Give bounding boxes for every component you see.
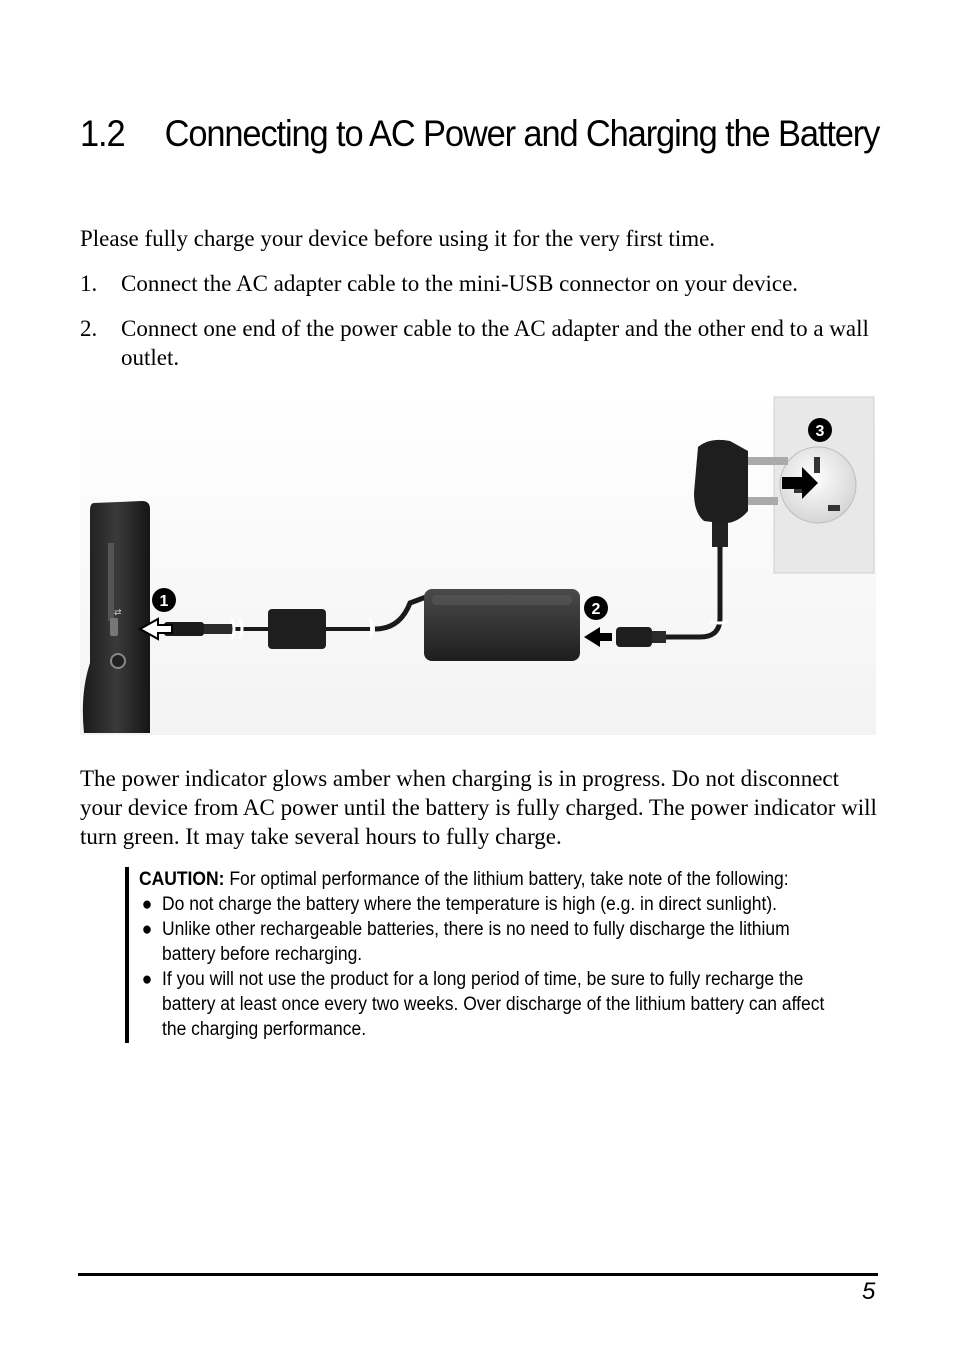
page-number: 5 <box>862 1278 876 1305</box>
figure-background <box>80 393 876 735</box>
navigation-device <box>83 501 150 733</box>
footer-rule <box>78 1273 878 1276</box>
charging-illustration <box>80 393 876 735</box>
charging-paragraph: The power indicator glows amber when charging is in progress. Do not disconnect your device from AC power until the battery is fully charged. The power indicator will turn green. It may take several hours to fully charge. <box>80 766 877 849</box>
caution-text: For optimal performance of the lithium battery, take note of the following: <box>229 869 789 890</box>
callout-1 <box>152 588 176 612</box>
ac-adapter <box>424 589 580 661</box>
caution-label: CAUTION: <box>139 869 225 890</box>
caution-item-text: Do not charge the battery where the temperature is high (e.g. in direct sunlight). <box>162 894 778 915</box>
list-item <box>139 892 838 917</box>
callout-1-label: 1 <box>159 593 169 610</box>
caution-list <box>139 892 838 1042</box>
callout-2 <box>584 596 608 620</box>
callout-3 <box>808 418 832 442</box>
step-text: Connect one end of the power cable to the AC adapter and the other end to a wall outlet. <box>121 316 869 370</box>
step-number: 1. <box>80 271 98 296</box>
bullet-icon: ● <box>141 894 153 915</box>
bullet-icon: ● <box>141 969 153 990</box>
caution-box <box>125 867 884 1043</box>
list-item <box>139 967 838 1042</box>
caution-item-text: Unlike other rechargeable batteries, there is no need to fully discharge the lithium battery before recharging. <box>162 919 790 965</box>
svg-text:⇄: ⇄ <box>114 608 122 618</box>
step-text: Connect the AC adapter cable to the mini-USB connector on your device. <box>121 271 799 296</box>
callout-2-label: 2 <box>591 601 601 618</box>
bullet-icon: ● <box>141 919 153 940</box>
caution-item-text: If you will not use the product for a long period of time, be sure to fully recharge the battery at least once every two weeks. Over discharge of the lithium battery can affect the charging performance. <box>162 969 825 1040</box>
caution-intro <box>139 867 838 892</box>
section-number: 1.2 <box>80 113 125 154</box>
callout-3-label: 3 <box>815 423 825 440</box>
list-item <box>139 917 838 967</box>
intro-paragraph: Please fully charge your device before using it for the very first time. <box>80 226 716 251</box>
section-title: Connecting to AC Power and Charging the Battery <box>164 113 880 154</box>
step-number: 2. <box>80 316 98 341</box>
